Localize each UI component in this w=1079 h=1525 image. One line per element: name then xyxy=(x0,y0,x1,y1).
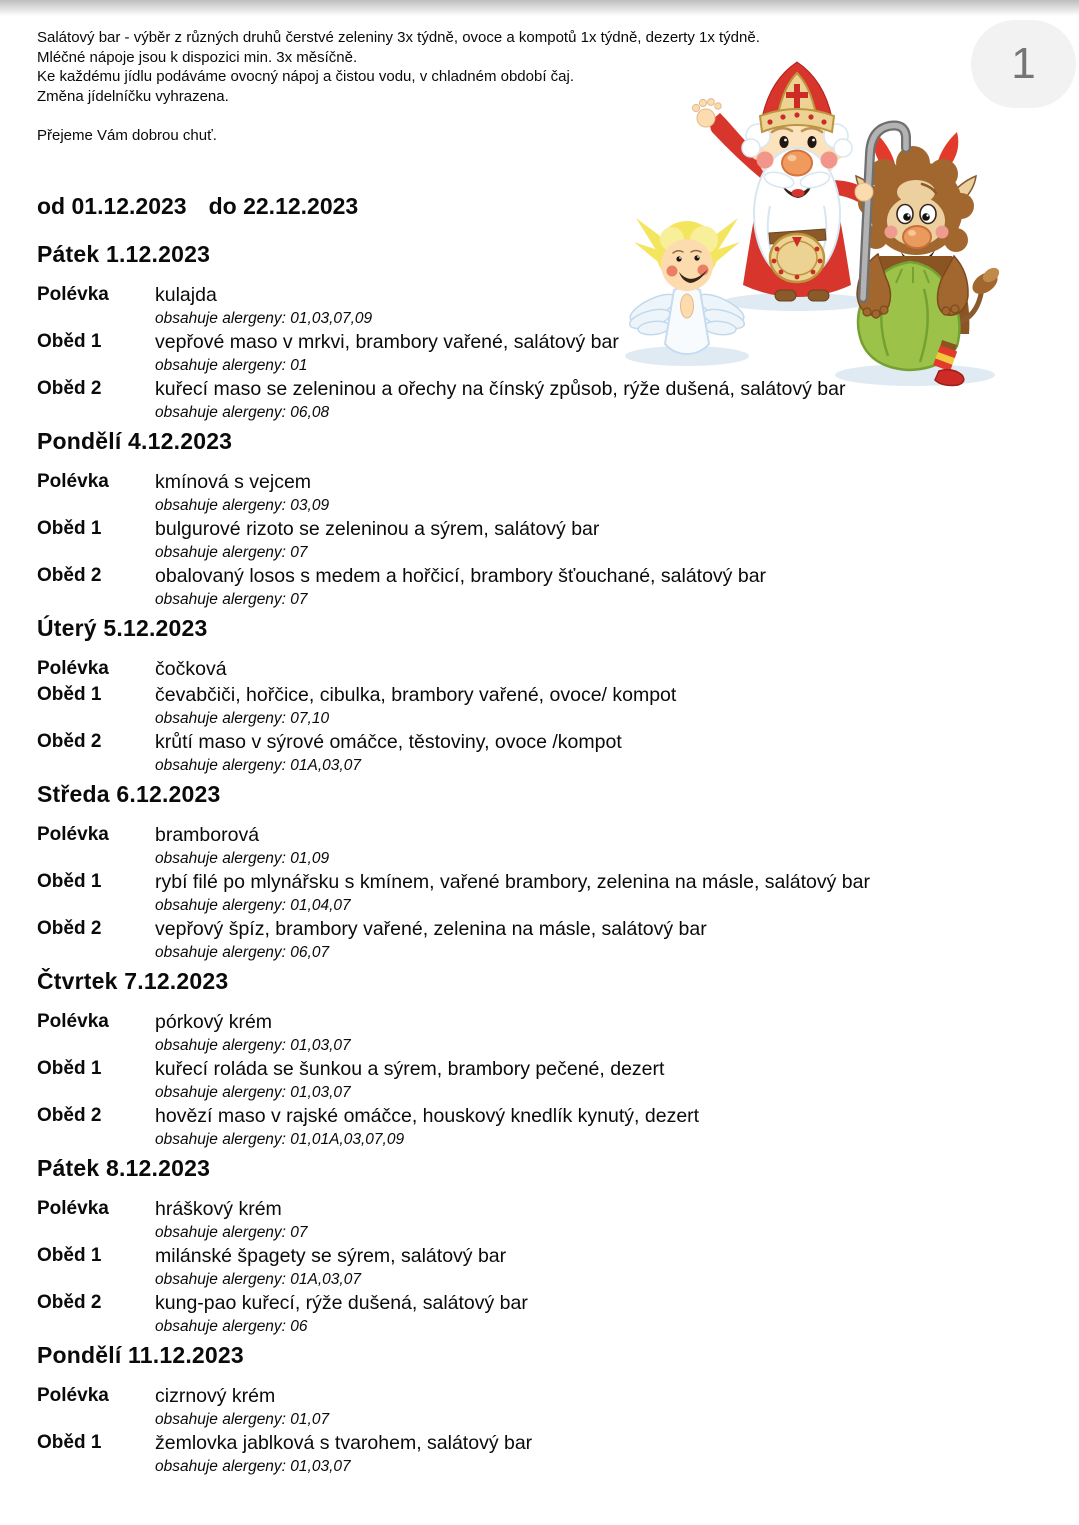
dish-body xyxy=(155,656,1037,682)
menu-row xyxy=(37,469,1037,516)
meal-type-label: Polévka xyxy=(37,1198,109,1219)
menu-row xyxy=(37,376,1037,423)
menu-row xyxy=(37,1383,1037,1430)
menu-row xyxy=(37,329,1037,376)
day-section xyxy=(37,614,1037,776)
day-title: Úterý 5.12.2023 xyxy=(37,615,208,641)
meal-type-label: Oběd 1 xyxy=(37,871,102,892)
intro-line: Ke každému jídlu podáváme ovocný nápoj a čistou vodu, v chladném období čaj. xyxy=(37,68,574,85)
meal-type-label: Polévka xyxy=(37,471,109,492)
day-section xyxy=(37,240,1037,423)
dish-body xyxy=(155,329,1037,376)
dish-name: kuřecí maso se zeleninou a ořechy na čínský způsob, rýže dušená, salátový bar xyxy=(155,378,846,400)
day-title: Čtvrtek 7.12.2023 xyxy=(37,968,229,994)
dish-body xyxy=(155,469,1037,516)
dish-body xyxy=(155,916,1037,963)
meal-type-label: Oběd 1 xyxy=(37,518,102,539)
dish-name: hovězí maso v rajské omáčce, houskový knedlík kynutý, dezert xyxy=(155,1105,700,1127)
meal-type-label: Polévka xyxy=(37,824,109,845)
meal-type-label: Polévka xyxy=(37,658,109,679)
day-title: Pondělí 11.12.2023 xyxy=(37,1342,244,1368)
day-dishes xyxy=(37,282,1037,423)
allergen-note: obsahuje alergeny: 01A,03,07 xyxy=(155,757,361,774)
meal-type-label: Polévka xyxy=(37,1011,109,1032)
dish-name: cizrnový krém xyxy=(155,1385,276,1407)
menu-row xyxy=(37,1103,1037,1150)
dish-name: milánské špagety se sýrem, salátový bar xyxy=(155,1245,507,1267)
dish-name: čevabčiči, hořčice, cibulka, brambory vařené, ovoce/ kompot xyxy=(155,684,677,706)
menu-row xyxy=(37,1196,1037,1243)
dish-body xyxy=(155,1103,1037,1150)
dish-name: kuřecí roláda se šunkou a sýrem, brambory pečené, dezert xyxy=(155,1058,665,1080)
meal-type-label: Oběd 2 xyxy=(37,565,102,586)
dish-body xyxy=(155,1056,1037,1103)
allergen-note: obsahuje alergeny: 03,09 xyxy=(155,497,330,514)
day-dishes xyxy=(37,656,1037,776)
allergen-note: obsahuje alergeny: 06,08 xyxy=(155,404,330,421)
allergen-note: obsahuje alergeny: 01,03,07,09 xyxy=(155,310,373,327)
dish-name: kulajda xyxy=(155,284,217,306)
menu-days-list xyxy=(37,240,1037,1481)
dish-body xyxy=(155,1430,1037,1477)
allergen-note: obsahuje alergeny: 06,07 xyxy=(155,944,330,961)
meal-type-label: Oběd 2 xyxy=(37,1105,102,1126)
meal-type-label: Oběd 2 xyxy=(37,378,102,399)
dish-name: kmínová s vejcem xyxy=(155,471,312,493)
dish-name: žemlovka jablková s tvarohem, salátový bar xyxy=(155,1432,533,1454)
meal-type-label: Oběd 2 xyxy=(37,918,102,939)
dish-body xyxy=(155,516,1037,563)
meal-type-label: Oběd 1 xyxy=(37,331,102,352)
day-dishes xyxy=(37,1196,1037,1337)
page-number: 1 xyxy=(1011,39,1036,88)
menu-row xyxy=(37,516,1037,563)
page-top-shadow xyxy=(0,0,1079,16)
dish-name: bulgurové rizoto se zeleninou a sýrem, salátový bar xyxy=(155,518,600,540)
dish-body xyxy=(155,822,1037,869)
day-title: Pátek 8.12.2023 xyxy=(37,1155,211,1181)
day-title: Pondělí 4.12.2023 xyxy=(37,428,233,454)
allergen-note: obsahuje alergeny: 01,04,07 xyxy=(155,897,351,914)
dish-name: vepřové maso v mrkvi, brambory vařené, salátový bar xyxy=(155,331,619,353)
menu-row xyxy=(37,682,1037,729)
day-section xyxy=(37,967,1037,1150)
day-dishes xyxy=(37,1009,1037,1150)
menu-row xyxy=(37,563,1037,610)
allergen-note: obsahuje alergeny: 07 xyxy=(155,1224,308,1241)
dish-body xyxy=(155,1383,1037,1430)
menu-row xyxy=(37,1290,1037,1337)
intro-line: Mléčné nápoje jsou k dispozici min. 3x měsíčně. xyxy=(37,48,358,66)
date-to: do 22.12.2023 xyxy=(208,193,359,219)
dish-name: čočková xyxy=(155,658,227,680)
dish-name: pórkový krém xyxy=(155,1011,273,1033)
dish-body xyxy=(155,1243,1037,1290)
menu-row xyxy=(37,729,1037,776)
day-title: Středa 6.12.2023 xyxy=(37,781,221,807)
day-dishes xyxy=(37,469,1037,610)
day-dishes xyxy=(37,1383,1037,1477)
dish-body xyxy=(155,869,1037,916)
allergen-note: obsahuje alergeny: 01,03,07 xyxy=(155,1084,351,1101)
menu-date-range xyxy=(37,193,358,220)
meal-type-label: Oběd 1 xyxy=(37,684,102,705)
allergen-note: obsahuje alergeny: 06 xyxy=(155,1318,308,1335)
day-title: Pátek 1.12.2023 xyxy=(37,241,211,267)
allergen-note: obsahuje alergeny: 01,01A,03,07,09 xyxy=(155,1131,405,1148)
dish-name: bramborová xyxy=(155,824,260,846)
meal-type-label: Oběd 1 xyxy=(37,1058,102,1079)
dish-body xyxy=(155,376,1037,423)
dish-body xyxy=(155,1290,1037,1337)
menu-row xyxy=(37,1243,1037,1290)
menu-row xyxy=(37,916,1037,963)
dish-body xyxy=(155,282,1037,329)
allergen-note: obsahuje alergeny: 07,10 xyxy=(155,710,330,727)
date-from: od 01.12.2023 xyxy=(37,193,187,219)
menu-row xyxy=(37,1056,1037,1103)
intro-wish-line: Přejeme Vám dobrou chuť. xyxy=(37,126,217,144)
menu-row xyxy=(37,1009,1037,1056)
menu-row xyxy=(37,656,1037,682)
meal-type-label: Oběd 2 xyxy=(37,731,102,752)
day-section xyxy=(37,780,1037,963)
meal-type-label: Polévka xyxy=(37,284,109,305)
dish-name: rybí filé po mlynářsku s kmínem, vařené brambory, zelenina na másle, salátový bar xyxy=(155,871,870,893)
meal-type-label: Oběd 2 xyxy=(37,1292,102,1313)
day-section xyxy=(37,1154,1037,1337)
allergen-note: obsahuje alergeny: 07 xyxy=(155,591,308,608)
dish-body xyxy=(155,563,1037,610)
day-section xyxy=(37,1341,1037,1477)
dish-name: vepřový špíz, brambory vařené, zelenina na másle, salátový bar xyxy=(155,918,707,940)
meal-type-label: Polévka xyxy=(37,1385,109,1406)
dish-name: kung-pao kuřecí, rýže dušená, salátový bar xyxy=(155,1292,528,1314)
menu-row xyxy=(37,822,1037,869)
dish-name: hráškový krém xyxy=(155,1198,282,1220)
dish-name: krůtí maso v sýrové omáčce, těstoviny, ovoce /kompot xyxy=(155,731,622,753)
allergen-note: obsahuje alergeny: 01,07 xyxy=(155,1411,330,1428)
day-section xyxy=(37,427,1037,610)
day-dishes xyxy=(37,822,1037,963)
allergen-note: obsahuje alergeny: 07 xyxy=(155,544,308,561)
meal-type-label: Oběd 1 xyxy=(37,1245,102,1266)
dish-body xyxy=(155,729,1037,776)
allergen-note: obsahuje alergeny: 01,03,07 xyxy=(155,1458,351,1475)
intro-line: Salátový bar - výběr z různých druhů čerstvé zeleniny 3x týdně, ovoce a kompotů 1x týdně, dezerty 1x týdně. xyxy=(37,29,760,46)
allergen-note: obsahuje alergeny: 01,09 xyxy=(155,850,330,867)
allergen-note: obsahuje alergeny: 01 xyxy=(155,357,308,374)
intro-line: Změna jídelníčku vyhrazena. xyxy=(37,87,229,105)
menu-row xyxy=(37,282,1037,329)
meal-type-label: Oběd 1 xyxy=(37,1432,102,1453)
dish-body xyxy=(155,1196,1037,1243)
dish-body xyxy=(155,682,1037,729)
dish-body xyxy=(155,1009,1037,1056)
menu-row xyxy=(37,1430,1037,1477)
menu-row xyxy=(37,869,1037,916)
allergen-note: obsahuje alergeny: 01,03,07 xyxy=(155,1037,351,1054)
dish-name: obalovaný losos s medem a hořčicí, brambory šťouchané, salátový bar xyxy=(155,565,767,587)
allergen-note: obsahuje alergeny: 01A,03,07 xyxy=(155,1271,361,1288)
